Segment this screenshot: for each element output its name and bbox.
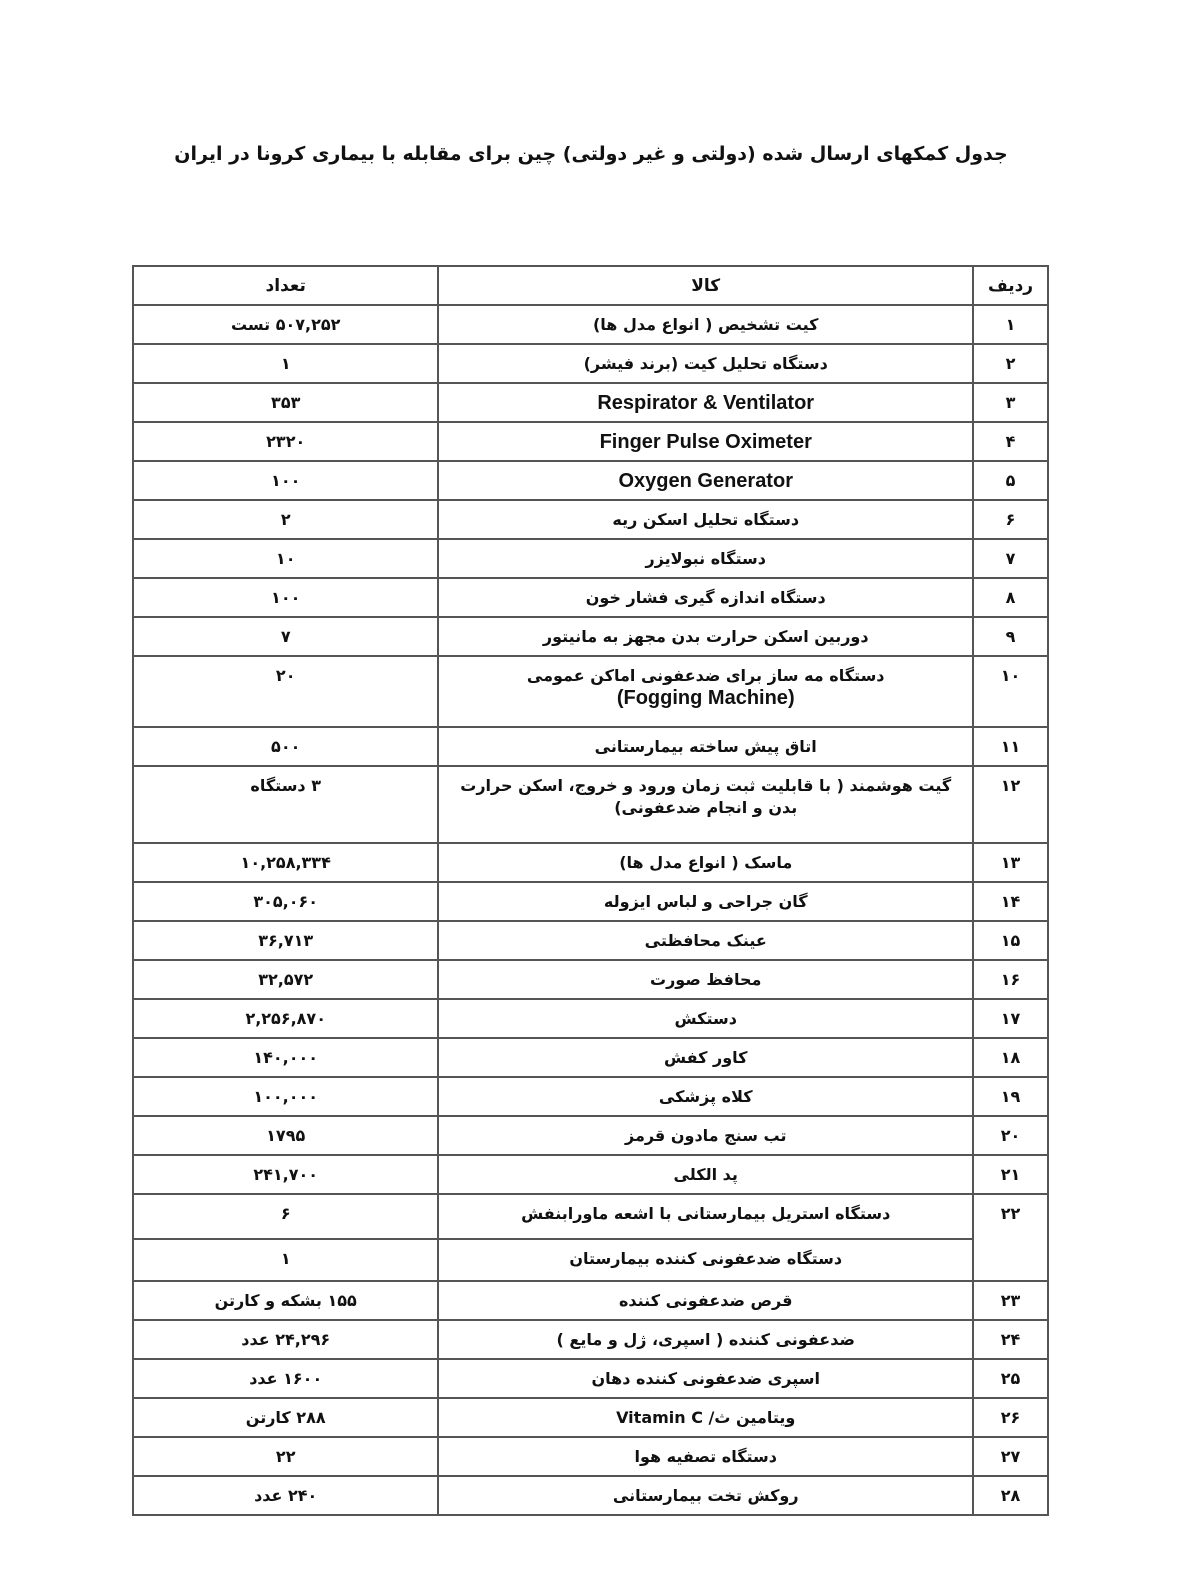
item-name: [438, 1476, 973, 1515]
item-quantity: ۱۷۹۵: [133, 1116, 438, 1155]
item-name: [438, 617, 973, 656]
table-row: [133, 1359, 1048, 1398]
item-quantity: ۱۰: [133, 539, 438, 578]
header-item: کالا: [438, 266, 973, 305]
item-name: [438, 1398, 973, 1437]
item-name: [438, 305, 973, 344]
item-text: دستگاه مه ساز برای ضدعفونی اماکن عمومی: [526, 666, 885, 685]
item-name: [438, 461, 973, 500]
item-text: دستگاه تحلیل کیت (برند فیشر): [583, 354, 828, 373]
item-text: Respirator & Ventilator: [597, 392, 815, 414]
row-number: ۱۰: [973, 656, 1048, 727]
table-row: [133, 539, 1048, 578]
item-text: Oxygen Generator: [618, 470, 793, 492]
item-quantity: ۲۴۰ عدد: [133, 1476, 438, 1515]
item-quantity: ۳ دستگاه: [133, 766, 438, 843]
item-quantity: ۱۰,۲۵۸,۳۳۴: [133, 843, 438, 882]
row-number: ۸: [973, 578, 1048, 617]
row-number: ۲۶: [973, 1398, 1048, 1437]
row-number: ۲۷: [973, 1437, 1048, 1476]
table-row: [133, 578, 1048, 617]
item-text: ویتامین ث/ Vitamin C: [616, 1408, 796, 1427]
item-text: تب سنج مادون قرمز: [624, 1126, 787, 1145]
table-row: [133, 1320, 1048, 1359]
item-text: دستگاه تحلیل اسکن ریه: [612, 510, 800, 529]
item-name: [438, 1116, 973, 1155]
table-row: [133, 461, 1048, 500]
row-number: ۱۱: [973, 727, 1048, 766]
row-number: ۱۷: [973, 999, 1048, 1038]
table-row: [133, 383, 1048, 422]
row-number: ۱۳: [973, 843, 1048, 882]
item-name: [438, 344, 973, 383]
item-text: دستگاه تصفیه هوا: [634, 1447, 777, 1466]
item-quantity: ۲۸۸ کارتن: [133, 1398, 438, 1437]
table-row: [133, 1194, 1048, 1239]
row-number: ۵: [973, 461, 1048, 500]
table-row: [133, 1155, 1048, 1194]
item-quantity: ۲۳۲۰: [133, 422, 438, 461]
item-text: عینک محافظتی: [644, 931, 767, 950]
item-name: [438, 960, 973, 999]
item-quantity: ۲۴۱,۷۰۰: [133, 1155, 438, 1194]
item-text: دستگاه استریل بیمارستانی با اشعه ماورابنفش: [521, 1204, 891, 1223]
item-text: اسپری ضدعفونی کننده دهان: [591, 1369, 820, 1388]
item-name: [438, 500, 973, 539]
item-quantity: ۱۰۰: [133, 461, 438, 500]
item-name: [438, 656, 973, 727]
item-name: [438, 539, 973, 578]
table-row: [133, 656, 1048, 727]
table-row: [133, 500, 1048, 539]
item-text: ضدعفونی کننده ( اسپری، ژل و مایع ): [556, 1330, 855, 1349]
item-quantity: ۱۶۰۰ عدد: [133, 1359, 438, 1398]
item-name: [438, 422, 973, 461]
row-number: ۱۲: [973, 766, 1048, 843]
row-number: ۱۹: [973, 1077, 1048, 1116]
item-quantity: ۳۰۵,۰۶۰: [133, 882, 438, 921]
row-number: ۷: [973, 539, 1048, 578]
row-number: ۲۸: [973, 1476, 1048, 1515]
item-text: Finger Pulse Oximeter: [599, 431, 812, 453]
item-quantity: ۳۲,۵۷۲: [133, 960, 438, 999]
item-text: گیت هوشمند ( با قابلیت ثبت زمان ورود و خروج، اسکن حرارت بدن و انجام ضدعفونی): [460, 776, 952, 817]
table-row: [133, 960, 1048, 999]
item-quantity: ۵۰۰: [133, 727, 438, 766]
table-row: [133, 1437, 1048, 1476]
row-number: ۲: [973, 344, 1048, 383]
row-number: ۲۲: [973, 1194, 1048, 1281]
row-number: ۱۴: [973, 882, 1048, 921]
table-row: [133, 1077, 1048, 1116]
table-row: [133, 999, 1048, 1038]
item-name: [438, 1320, 973, 1359]
aid-table: [132, 265, 1049, 1516]
row-number: ۱۸: [973, 1038, 1048, 1077]
item-name: [438, 882, 973, 921]
item-name: [438, 1038, 973, 1077]
item-name: [438, 1077, 973, 1116]
item-quantity: ۱: [133, 1239, 438, 1281]
item-text: کلاه پزشکی: [658, 1087, 753, 1106]
item-text: قرص ضدعفونی کننده: [618, 1291, 793, 1310]
item-quantity: ۲۲: [133, 1437, 438, 1476]
table-row: [133, 1116, 1048, 1155]
document-title: جدول کمکهای ارسال شده (دولتی و غیر دولتی) چین برای مقابله با بیماری کرونا در ایران: [174, 143, 1008, 165]
row-number: ۲۰: [973, 1116, 1048, 1155]
item-quantity: ۱۰۰: [133, 578, 438, 617]
table-row: [133, 1476, 1048, 1515]
item-quantity: ۶: [133, 1194, 438, 1239]
item-quantity: ۲۴,۲۹۶ عدد: [133, 1320, 438, 1359]
item-quantity: ۱۴۰,۰۰۰: [133, 1038, 438, 1077]
item-name: [438, 1281, 973, 1320]
item-name: [438, 727, 973, 766]
row-number: ۱۶: [973, 960, 1048, 999]
item-name: [438, 1359, 973, 1398]
item-name: [438, 578, 973, 617]
item-name: [438, 843, 973, 882]
item-quantity: ۲: [133, 500, 438, 539]
table-row: [133, 1398, 1048, 1437]
item-text: ماسک ( انواع مدل ها): [619, 853, 793, 872]
row-number: ۹: [973, 617, 1048, 656]
item-text: اتاق پیش ساخته بیمارستانی: [594, 737, 817, 756]
item-quantity: ۱۰۰,۰۰۰: [133, 1077, 438, 1116]
item-text: پد الکلی: [673, 1165, 738, 1184]
table-header-row: [133, 266, 1048, 305]
table-row: [133, 1038, 1048, 1077]
item-text: دوربین اسکن حرارت بدن مجهز به مانیتور: [542, 627, 869, 646]
header-row-number: ردیف: [973, 266, 1048, 305]
item-text: کاور کفش: [663, 1048, 748, 1067]
item-name: [438, 921, 973, 960]
item-name: [438, 1155, 973, 1194]
item-text: گان جراحی و لباس ایزوله: [603, 892, 808, 911]
row-number: ۱: [973, 305, 1048, 344]
row-number: ۱۵: [973, 921, 1048, 960]
item-name: [438, 1437, 973, 1476]
item-quantity: ۳۶,۷۱۳: [133, 921, 438, 960]
item-text-english: (Fogging Machine): [616, 687, 795, 709]
table-row: [133, 727, 1048, 766]
item-name: [438, 766, 973, 843]
item-quantity: ۲۰: [133, 656, 438, 727]
item-quantity: ۷: [133, 617, 438, 656]
item-text: روکش تخت بیمارستانی: [612, 1486, 799, 1505]
row-number: ۲۴: [973, 1320, 1048, 1359]
row-number: ۲۱: [973, 1155, 1048, 1194]
item-text: محافظ صورت: [650, 970, 762, 989]
row-number: ۲۳: [973, 1281, 1048, 1320]
table-row: [133, 1281, 1048, 1320]
row-number: ۴: [973, 422, 1048, 461]
table-row: [133, 422, 1048, 461]
item-name: [438, 1239, 973, 1281]
table-row: [133, 766, 1048, 843]
item-quantity: ۵۰۷,۲۵۲ تست: [133, 305, 438, 344]
row-number: ۶: [973, 500, 1048, 539]
item-text: کیت تشخیص ( انواع مدل ها): [592, 315, 819, 334]
item-quantity: ۱۵۵ بشکه و کارتن: [133, 1281, 438, 1320]
table-row: [133, 617, 1048, 656]
table-row: [133, 305, 1048, 344]
item-quantity: ۲,۲۵۶,۸۷۰: [133, 999, 438, 1038]
item-text: دستکش: [674, 1009, 737, 1028]
item-text: دستگاه ضدعفونی کننده بیمارستان: [569, 1249, 843, 1268]
item-name: [438, 999, 973, 1038]
table-row: [133, 344, 1048, 383]
table-row: [133, 843, 1048, 882]
item-text: دستگاه نبولایزر: [645, 549, 766, 568]
item-text: دستگاه اندازه گیری فشار خون: [585, 588, 826, 607]
table-row: [133, 882, 1048, 921]
row-number: ۲۵: [973, 1359, 1048, 1398]
table-body: [133, 305, 1048, 1515]
item-quantity: ۳۵۳: [133, 383, 438, 422]
table-row: [133, 1239, 1048, 1281]
header-quantity: تعداد: [133, 266, 438, 305]
item-quantity: ۱: [133, 344, 438, 383]
item-name: [438, 1194, 973, 1239]
row-number: ۳: [973, 383, 1048, 422]
table-row: [133, 921, 1048, 960]
item-name: [438, 383, 973, 422]
